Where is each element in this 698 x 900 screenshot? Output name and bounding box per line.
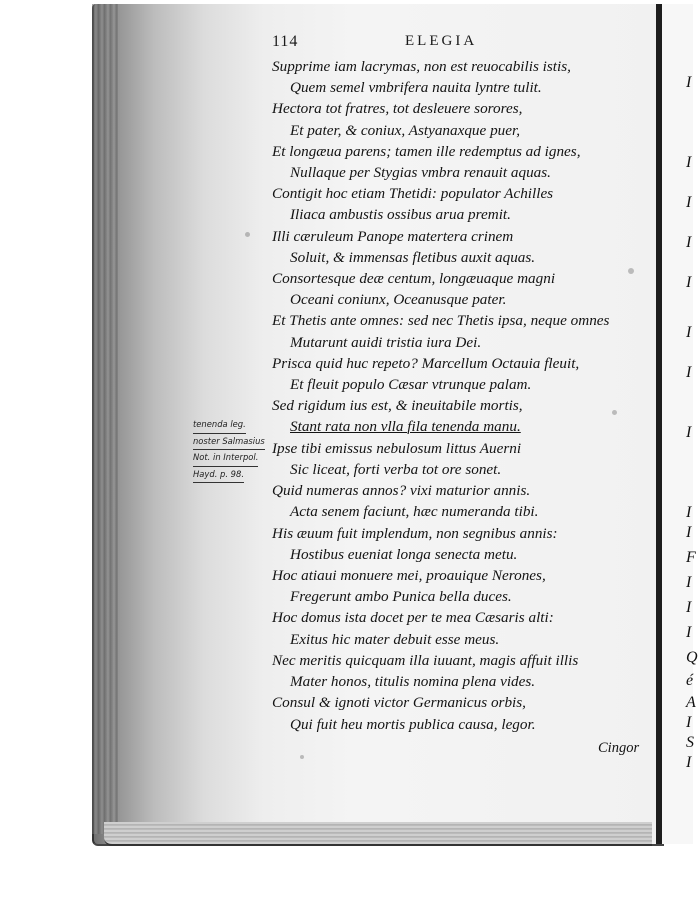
facing-page-letter: Q bbox=[686, 649, 698, 666]
verse-line: Ipse tibi emissus nebulosum littus Auerni bbox=[272, 440, 522, 457]
facing-page-letter: I bbox=[686, 324, 692, 341]
facing-page-letter: I bbox=[686, 574, 692, 591]
verse-line: Prisca quid huc repeto? Marcellum Octauia fleuit, bbox=[272, 355, 580, 372]
ink-spot bbox=[300, 755, 304, 759]
facing-page-letter: A bbox=[686, 694, 696, 711]
verse-line: Soluit, & immensas fletibus auxit aquas. bbox=[290, 249, 536, 266]
facing-page-letter: I bbox=[686, 234, 692, 251]
verse-line: Sic liceat, forti verba tot ore sonet. bbox=[290, 461, 502, 478]
catchword: Cingor bbox=[598, 740, 640, 756]
verse-line: Iliaca ambustis ossibus arua premit. bbox=[290, 206, 511, 223]
verse-line: His æuum fuit implendum, non segnibus annis: bbox=[272, 525, 558, 542]
verse-line: Acta senem faciunt, hæc numeranda tibi. bbox=[290, 503, 539, 520]
verse-line-annotated: Stant rata non vlla fila tenenda manu. bbox=[290, 418, 521, 435]
running-title: ELEGIA bbox=[405, 33, 478, 49]
verse-line: Hostibus eueniat longa senecta metu. bbox=[290, 546, 518, 563]
verse-line: Et pater, & coniux, Astyanaxque puer, bbox=[290, 122, 521, 139]
verse-line: Mutarunt auidi tristia iura Dei. bbox=[290, 334, 482, 351]
verse-line: Hoc domus ista docet per te mea Cæsaris alti: bbox=[272, 609, 554, 626]
facing-page-letter: I bbox=[686, 274, 692, 291]
verse-line: Exitus hic mater debuit esse meus. bbox=[290, 631, 500, 648]
facing-page-letter: F bbox=[686, 549, 696, 566]
verse-line: Supprime iam lacrymas, non est reuocabilis istis, bbox=[272, 58, 571, 75]
verse-line: Contigit hoc etiam Thetidi: populator Achilles bbox=[272, 185, 554, 202]
margin-note-line: Not. in Interpol. bbox=[193, 450, 258, 467]
verse-line: Consul & ignoti victor Germanicus orbis, bbox=[272, 694, 526, 711]
verse-line: Et fleuit populo Cæsar vtrunque palam. bbox=[290, 376, 532, 393]
verse-line: Oceani coniunx, Oceanusque pater. bbox=[290, 291, 507, 308]
verse-line: Et Thetis ante omnes: sed nec Thetis ipsa, neque omnes bbox=[272, 312, 610, 329]
verse-line: Quem semel vmbrifera nauita lyntre tulit. bbox=[290, 79, 542, 96]
page-header bbox=[0, 33, 687, 57]
verse-line: Nec meritis quicquam illa iuuant, magis affuit illis bbox=[272, 652, 579, 669]
facing-page-letter: I bbox=[686, 154, 692, 171]
facing-page-letter: I bbox=[686, 524, 692, 541]
verse-line: Qui fuit heu mortis publica causa, legor. bbox=[290, 716, 536, 733]
margin-note-line: tenenda leg. bbox=[193, 417, 246, 434]
facing-page-letter: I bbox=[686, 74, 692, 91]
facing-page-letter: I bbox=[686, 504, 692, 521]
verse-line: Sed rigidum ius est, & ineuitabile mortis, bbox=[272, 397, 523, 414]
ink-spot bbox=[612, 410, 617, 415]
facing-page-letter: é bbox=[686, 672, 694, 689]
gutter-shadow bbox=[92, 4, 118, 834]
facing-page-letter: I bbox=[686, 624, 692, 641]
verse-line: Consortesque deæ centum, longæuaque magni bbox=[272, 270, 556, 287]
ink-spot bbox=[628, 268, 634, 274]
verse-line: Mater honos, titulis nomina plena vides. bbox=[290, 673, 536, 690]
page-edges bbox=[104, 822, 652, 846]
facing-page-letter: S bbox=[686, 734, 694, 751]
verse-line: Nullaque per Stygias vmbra renauit aquas. bbox=[290, 164, 551, 181]
ink-spot bbox=[245, 232, 250, 237]
facing-page-letter: I bbox=[686, 714, 692, 731]
margin-note-line: Hayd. p. 98. bbox=[193, 467, 244, 484]
facing-page-letter: I bbox=[686, 754, 692, 771]
verse-line: Fregerunt ambo Punica bella duces. bbox=[290, 588, 512, 605]
verse-line: Et longæua parens; tamen ille redemptus ad ignes, bbox=[272, 143, 581, 160]
verse-line: Hoc atiaui monuere mei, proauique Nerones, bbox=[272, 567, 546, 584]
verse-line: Illi cæruleum Panope matertera crinem bbox=[272, 228, 514, 245]
verse-line: Quid numeras annos? vixi maturior annis. bbox=[272, 482, 531, 499]
facing-page-letter: I bbox=[686, 194, 692, 211]
facing-page-letter: I bbox=[686, 364, 692, 381]
facing-page bbox=[656, 4, 698, 844]
handwritten-margin-note bbox=[193, 417, 288, 483]
page-number: 114 bbox=[272, 33, 299, 50]
facing-page-letter: I bbox=[686, 424, 692, 441]
margin-note-line: noster Salmasius bbox=[193, 434, 265, 451]
verse-line: Hectora tot fratres, tot desleuere sorores, bbox=[272, 100, 523, 117]
facing-page-letter: I bbox=[686, 599, 692, 616]
